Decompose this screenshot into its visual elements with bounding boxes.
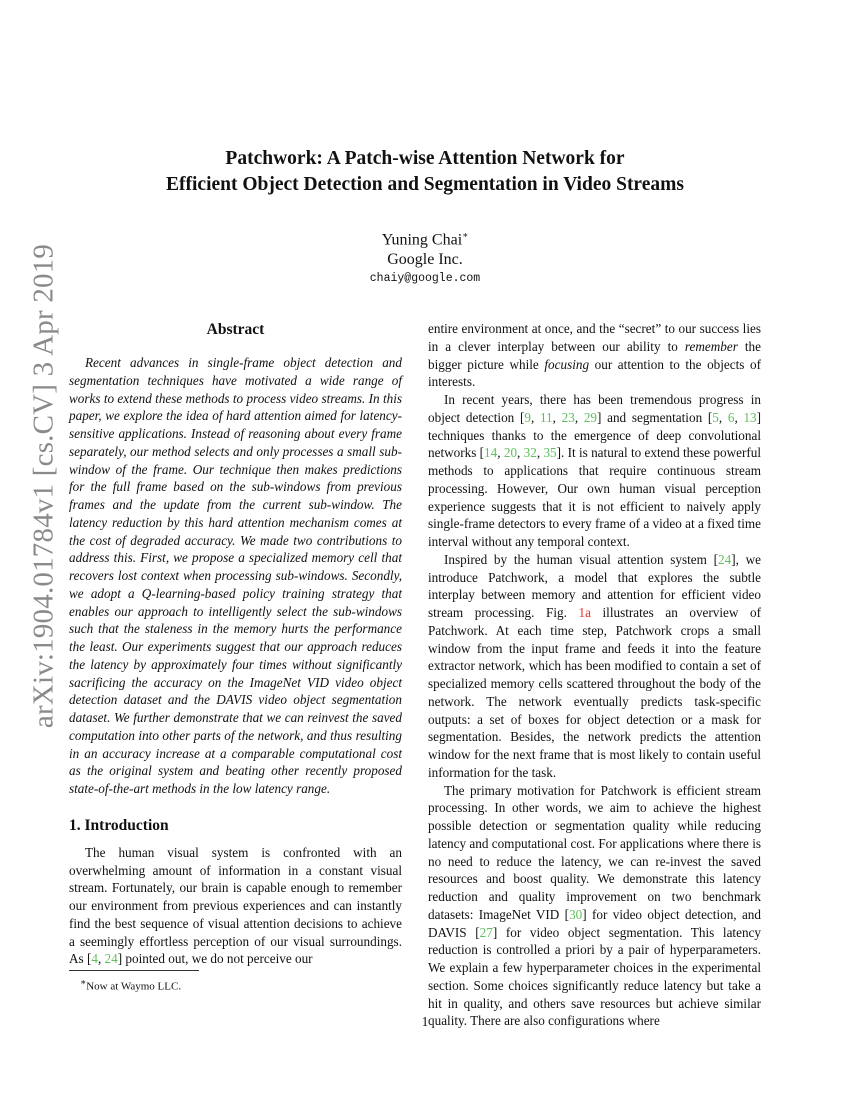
page-number: 1: [421, 1014, 429, 1029]
right-paragraph-1: In recent years, there has been tremendous progress in object detection [9, 11, 23, 29] and segmentation [5, 6, 13] techniques thanks to the emergence of deep convolutional networks [14, 20, 32, 35]. It is natural to extend these powerful methods to applications that require continuous stream processing. However, Our own human visual perception experience suggests that it is not efficient to naively apply single-frame detectors to every frame of a video at a fixed time interval without any temporal context.: [428, 392, 762, 549]
citation-link[interactable]: 24: [104, 951, 118, 967]
abstract-text: Recent advances in single-frame object detection and segmentation techniques have motivated a wide range of works to extend these methods to process video streams. In this paper, we explore the idea of hard attention aimed for latency-sensitive applications. Instead of reasoning about every frame separately, our method selects and only processes a small sub-window of the frame. Our technique then makes predictions for the full frame based on the sub-windows from previous frames and the update from the current sub-window. The latency reduction by this hard attention mechanism comes at the cost of degraded accuracy. We made two contributions to address this. First, we propose a specialized memory cell that recovers lost context when processing sub-windows. Secondly, we adopt a Q-learning-based policy training strategy that enables our approach to intelligently select the sub-windows such that the staleness in the memory hurts the performance the least. Our experiments suggest that our approach reduces the latency by approximately four times without significantly sacrificing the accuracy on the ImageNet VID video object detection dataset and the DAVIS video object segmentation dataset. We further demonstrate that we can reinvest the saved computation into other parts of the network, and thus resulting in an accuracy increase at a comparable computational cost as the original system and beating other recently proposed state-of-the-art methods in the low latency range.: [69, 355, 402, 796]
footnote-text: Now at Waymo LLC.: [86, 980, 182, 993]
footnote-rule: [69, 970, 199, 971]
paper-title: [60, 146, 790, 198]
author-affiliation: Google Inc.: [387, 251, 463, 269]
author-name-line: [60, 225, 790, 250]
right-paragraph-0: entire environment at once, and the “secret” to our success lies in a clever interplay between our ability to remember the bigger picture while focusing our attention to the objects of interests.: [428, 321, 761, 390]
author-footnote-mark: ∗: [462, 230, 469, 240]
author-name: Yuning Chai: [381, 231, 463, 249]
citation-link[interactable]: 13: [743, 409, 757, 425]
citation-link[interactable]: 9: [524, 409, 531, 425]
figure-link[interactable]: 1a: [578, 605, 591, 620]
footnote-mark: ∗: [80, 977, 87, 987]
citation-link[interactable]: 32: [523, 445, 537, 461]
citation-link[interactable]: 4: [91, 951, 98, 967]
citation-link[interactable]: 6: [727, 409, 735, 425]
title-line-1: Patchwork: A Patch-wise Attention Network for: [225, 148, 625, 169]
right-column: [428, 320, 761, 1030]
right-paragraph-2: Inspired by the human visual attention system [24], we introduce Patchwork, a model that explores the subtle interplay between memory and attention for efficient video stream processing. Fig. 1a illustrates an overview of Patchwork. At each time step, Patchwork crops a small window from the input frame and feeds it into the feature extractor network, which has been modified to contain a set of specialized memory cells scattered throughout the body of the network. The network eventually predicts task-specific outputs: a set of boxes for object detection or a mask for segmentation. Besides, the network predicts the attention window for the next frame that is most likely to contain useful information for the task.: [428, 551, 761, 780]
footnote: [80, 975, 181, 994]
abstract-heading: Abstract: [206, 321, 265, 338]
citation-link[interactable]: 20: [503, 445, 518, 461]
citation-link[interactable]: 23: [561, 409, 575, 425]
arxiv-sidebar-stamp: [27, 243, 60, 729]
arxiv-id: arXiv:1904.01784v1 [cs.CV] 3 Apr 2019: [27, 243, 60, 729]
citation-link[interactable]: 24: [718, 551, 732, 567]
left-column: [69, 320, 402, 968]
citation-link[interactable]: 5: [712, 409, 719, 425]
citation-link[interactable]: 14: [484, 445, 498, 461]
title-line-2: Efficient Object Detection and Segmentation in Video Streams: [166, 174, 684, 195]
right-paragraph-3: The primary motivation for Patchwork is efficient stream processing. In other words, we aim to achieve the highest possible detection or segmentation quality while reducing latency and computational cost. For applications where there is no need to reduce the latency, we can re-invest the saved resources and boost quality. We demonstrate this latency reduction and quality improvement on two benchmark datasets: ImageNet VID [30] for video object detection, and DAVIS [27] for video object segmentation. This latency reduction is controlled a priori by a pair of hyperparameters. We explain a few hyperparameter choices in the experimental section. Some choices significantly reduce latency but take a hit in quality, and others save resources but achieve similar quality. There are also configurations where: [428, 782, 761, 1029]
citation-link[interactable]: 11: [539, 409, 553, 425]
author-email[interactable]: chaiy@google.com: [369, 272, 481, 286]
citation-link[interactable]: 30: [569, 906, 583, 922]
citation-link[interactable]: 35: [543, 445, 557, 461]
citation-link[interactable]: 29: [583, 409, 598, 425]
author-block: [60, 225, 790, 288]
intro-heading: 1. Introduction: [69, 816, 169, 834]
intro-paragraph-1: The human visual system is confronted with an overwhelming amount of information in a constant visual stream. Fortunately, our brain is capable enough to remember our environment from previous experiences and can instantly find the best sequence of visual attention decisions to achieve a seemingly effortless perception of our visual surroundings. As [4, 24] pointed out, we do not perceive our: [69, 844, 402, 967]
citation-link[interactable]: 27: [479, 924, 493, 940]
